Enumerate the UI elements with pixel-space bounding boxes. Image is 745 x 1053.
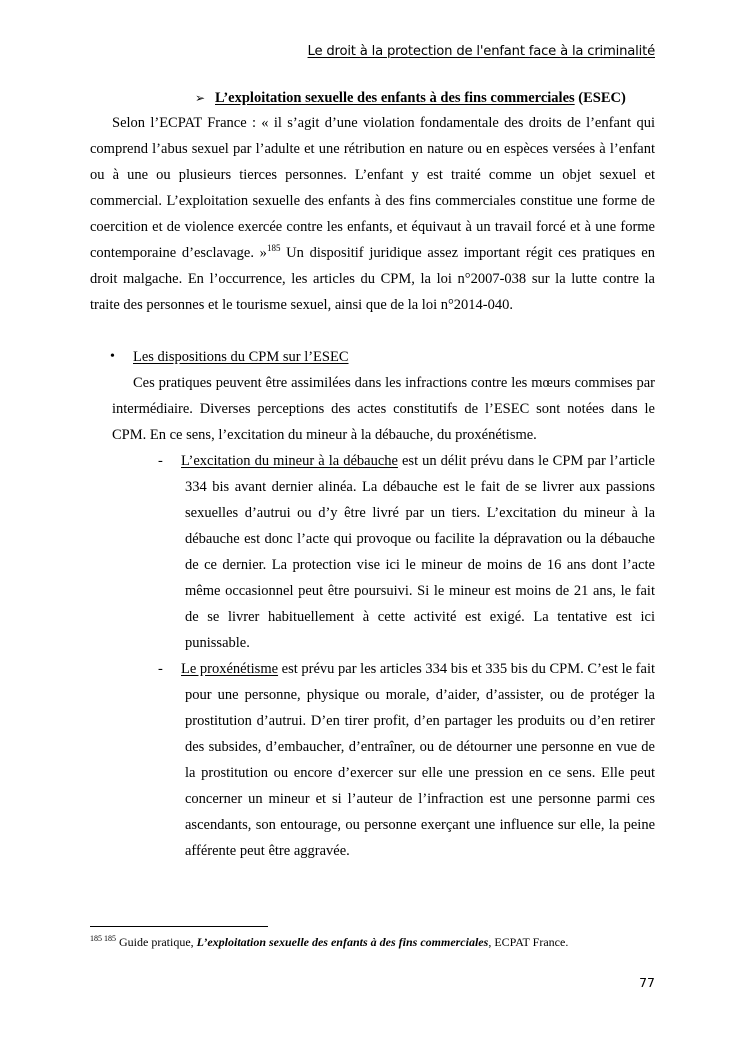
running-header-title: Le droit à la protection de l'enfant face à la criminalité <box>307 44 655 59</box>
dash-bullet-icon: - <box>158 453 163 469</box>
section-heading-underlined: L’exploitation sexuelle des enfants à des fins commerciales <box>215 90 575 106</box>
intro-continuation-text: Un dispositif juridique assez important régit ces pratiques en droit malgache. En l’occurrence, les articles du CPM, la loi n°2007-038 sur la lutte contre la traite des personnes et le tourisme sexuel, ainsi que de la loi n°2014-040. <box>90 245 655 313</box>
footnote-prefix: Guide pratique, <box>116 935 197 949</box>
bullet-icon: • <box>110 349 115 364</box>
footnote-reference[interactable]: 185 <box>266 243 281 254</box>
arrow-bullet-icon: ➢ <box>195 91 206 105</box>
intro-quote-text: Selon l’ECPAT France : « il s’agit d’une violation fondamentale des droits de l’enfant qui comprend l’abus sexuel par l’adulte et une rétribution en nature ou en espèces versées à l’enfant ou à une ou plusieurs tierces personnes. L’enfant y est traité comme un objet sexuel et commercial. L’exploitation sexuelle des enfants à des fins commerciales constitue une forme de coercition et de violence exercée contre les enfants, et équivaut à un travail forcé et à une forme contemporaine d’esclavage. » <box>90 115 655 261</box>
list-item-term: L’excitation du mineur à la débauche <box>181 453 398 469</box>
list-item-text: est prévu par les articles 334 bis et 335 bis du CPM. C’est le fait pour une personne, physique ou morale, d’aider, d’assister, ou de protéger la prostitution d’autrui. D’en tirer profit, d’en partager les produits ou d’en retirer des subsides, d’embaucher, d’entraîner, ou de détourner une personne en vue de la prostitution ou encore d’exercer sur elle une pression en ce sens. Elle peut concerner un mineur et si l’auteur de l’infraction est une personne parmi ces ascendants, son entourage, ou personne exerçant une influence sur elle, la peine afférente peut être aggravée. <box>185 661 655 859</box>
list-item-excitation <box>158 448 655 656</box>
subsection-heading <box>90 344 655 370</box>
footnote <box>90 934 690 950</box>
footnote-separator <box>90 926 268 927</box>
section-heading-suffix: (ESEC) <box>574 90 626 106</box>
section-heading <box>195 88 626 108</box>
list-item-text: est un délit prévu dans le CPM par l’article 334 bis avant dernier alinéa. La débauche est le fait de se livrer aux passions sexuelles d’autrui ou d’y être livré par un tiers. L’excitation du mineur à la débauche est donc l’acte qui provoque ou facilite la dépravation ou la débauche de ce dernier. La protection vise ici le mineur de moins de 16 ans dont l’acte même occasionnel peut être poursuivi. Si le mineur est moins de 21 ans, le fait de se livrer habituellement à cette activité est exigé. La tentative est ici punissable. <box>185 453 655 651</box>
footnote-marks: 185 185 <box>90 934 116 943</box>
list-item-term: Le proxénétisme <box>181 661 279 677</box>
footnote-source-title: L’exploitation sexuelle des enfants à des fins commerciales <box>196 935 489 949</box>
page-number: 77 <box>639 975 655 990</box>
footnote-suffix: , ECPAT France. <box>488 935 569 949</box>
running-header <box>90 44 655 59</box>
subsection-intro-paragraph: Ces pratiques peuvent être assimilées dans les infractions contre les mœurs commises par intermédiaire. Diverses perceptions des actes constitutifs de l’ESEC sont notées dans le CPM. En ce sens, l’excitation du mineur à la débauche, du proxénétisme. <box>112 375 655 443</box>
cpm-subsection <box>90 344 655 864</box>
subsection-heading-text: Les dispositions du CPM sur l’ESEC <box>133 349 349 365</box>
list-item-proxenetisme <box>158 656 655 864</box>
dash-bullet-icon: - <box>158 661 163 677</box>
intro-paragraph <box>90 110 655 318</box>
